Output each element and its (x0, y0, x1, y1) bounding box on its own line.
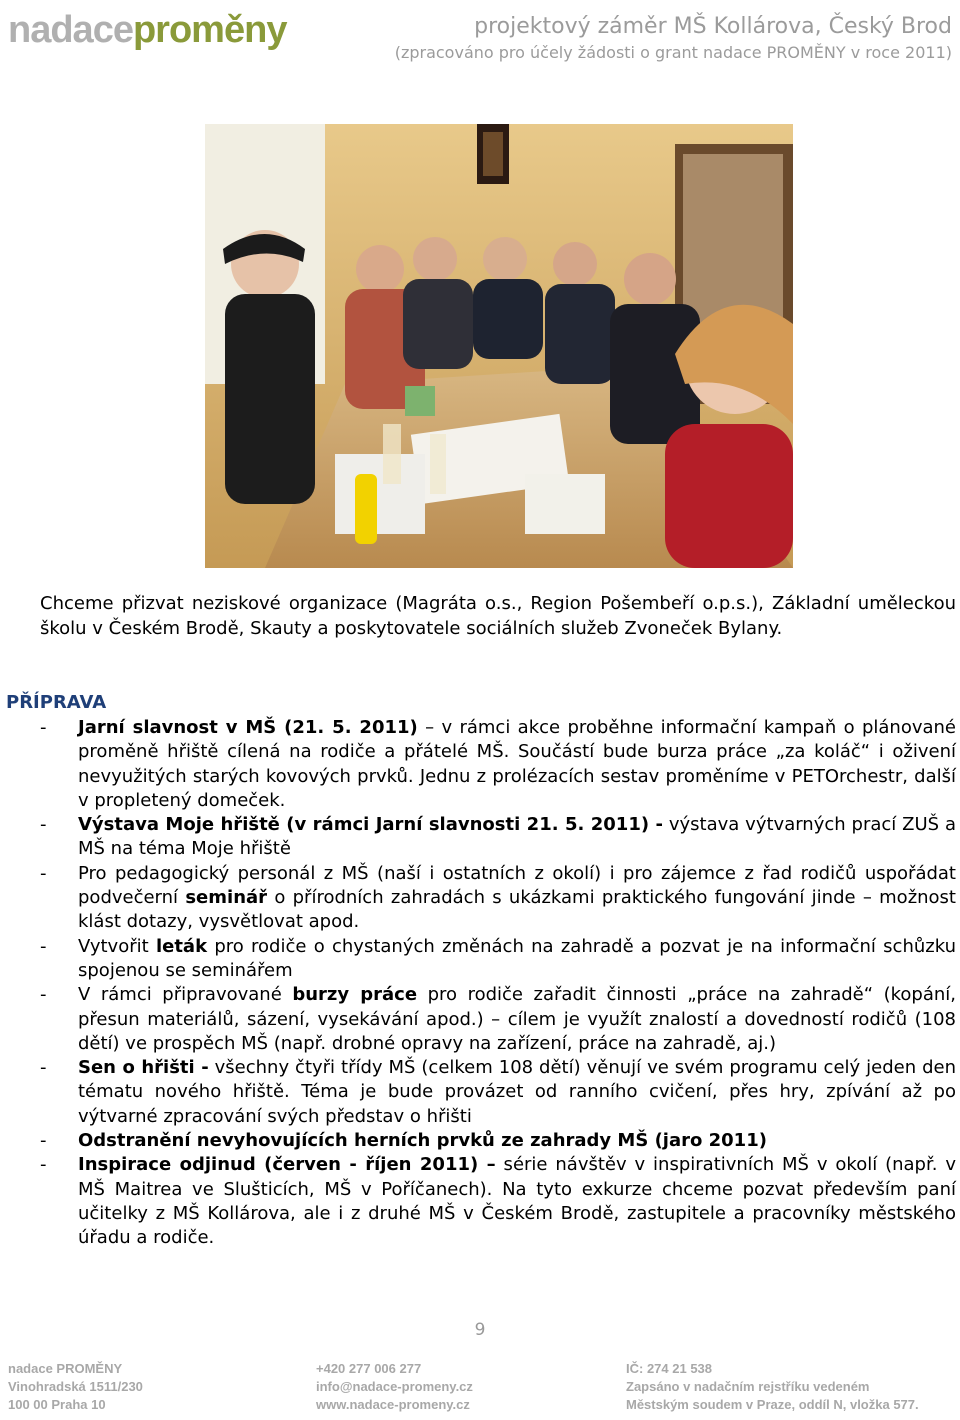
item-text: všechny čtyři třídy MŠ (celkem 108 dětí) věnují ve svém programu celý jeden den tématu nového hřiště. Téma je bude provázet od ranního cvičení, přes hry, zpívání až po výtvarné zpracování svých představ o hřišti (78, 1057, 956, 1127)
page-number: 9 (474, 1320, 486, 1340)
list-dash: - (40, 862, 47, 884)
item-text: pro rodiče zařadit činnosti „práce na zahradě“ (kopání, přesun materiálů, sázení, vysekávání apod.) – cílem je využít znalostí a dovedností rodičů (108 dětí) ve prospěch MŠ (např. drobné opravy na zařízení, práce na zahradě, aj.) (78, 984, 957, 1054)
footer-line: nadace PROMĚNY (8, 1361, 123, 1376)
item-text: pro rodiče o chystaných změnách na zahradě a pozvat je na informační schůzku spojenou se seminářem (78, 935, 956, 981)
intro-paragraph: Chceme přizvat neziskové organizace (Magráta o.s., Region Pošembeří o.p.s.), Základní uměleckou školu v Českém Brodě, Skauty a poskytovatele sociálních služeb Zvoneček Bylany. (40, 593, 956, 639)
item-text: V rámci připravované (78, 984, 293, 1006)
document-subtitle: (zpracováno pro účely žádosti o grant nadace PROMĚNY v roce 2011) (394, 43, 952, 62)
footer-line: Vinohradská 1511/230 (8, 1379, 143, 1394)
item-bold: Sen o hřišti - (78, 1057, 209, 1079)
item-bold: Odstranění nevyhovujících herních prvků ze zahrady MŠ (jaro 2011) (78, 1130, 767, 1152)
logo (8, 8, 286, 52)
footer-address (8, 1360, 143, 1414)
list-item (40, 1129, 956, 1153)
document-title: projektový záměr MŠ Kollárova, Český Brod (474, 14, 952, 39)
list-item (40, 983, 956, 1056)
meeting-photo (205, 124, 793, 568)
list-dash: - (40, 1130, 47, 1152)
item-bold: Výstava Moje hřiště (v rámci Jarní slavnosti 21. 5. 2011) - (78, 814, 663, 836)
item-text: – v rámci akce proběhne informační kampaň o plánované proměně hřiště cílená na rodiče a přátelé MŠ. Součástí bude burza práce „za koláč“ i oživení nevyužitých starých kovových prvků. Jednu z prolézacích sestav proměníme v PETOrchestr, další v propletený domeček. (78, 717, 957, 811)
footer-website: www.nadace-promeny.cz (316, 1397, 470, 1412)
footer-registry (626, 1360, 919, 1414)
list-item (40, 813, 956, 862)
preparation-list (40, 716, 956, 1251)
list-dash: - (40, 984, 47, 1006)
logo-part2: proměny (132, 9, 287, 51)
list-dash: - (40, 935, 47, 957)
item-bold: Inspirace odjinud (červen - říjen 2011) – (78, 1154, 496, 1176)
footer-line: Městským soudem v Praze, oddíl N, vložka 577. (626, 1397, 919, 1412)
item-text: Pro pedagogický personál z MŠ (naší i ostatních z okolí) i pro zájemce z řad rodičů uspořádat podvečerní (78, 862, 956, 909)
item-bold: burzy práce (292, 984, 418, 1006)
footer-contact (316, 1360, 473, 1414)
list-item (40, 1153, 956, 1250)
item-bold: leták (155, 935, 208, 957)
footer-line: IČ: 274 21 538 (626, 1361, 713, 1376)
item-text: série návštěv v inspirativních MŠ v okolí (např. v MŠ Maitrea ve Slušticích, MŠ v Poříčanech). Na tyto exkurze chceme pozvat především paní učitelky z MŠ Kollárova, ale i z druhé MŠ v Českém Brodě, zastupitele a pracovníky městského úřadu a rodiče. (78, 1154, 956, 1249)
item-text: výstava výtvarných prací ZUŠ a MŠ na téma Moje hřiště (78, 814, 957, 860)
item-text: o přírodních zahradách s ukázkami praktického fungování jinde – možnost klást dotazy, vysvětlovat apod. (78, 887, 956, 933)
list-dash: - (40, 717, 47, 738)
item-text: Vytvořit (78, 935, 156, 957)
list-item (40, 935, 956, 984)
item-bold: seminář (185, 887, 268, 909)
list-item (40, 862, 956, 935)
footer-email: info@nadace-promeny.cz (316, 1379, 473, 1394)
item-bold: Jarní slavnost v MŠ (21. 5. 2011) (78, 717, 418, 738)
header-title-block (395, 12, 952, 64)
footer-line: Zapsáno v nadačním rejstříku vedeném (626, 1379, 870, 1394)
list-item (40, 716, 956, 813)
logo-part1: nadace (8, 9, 133, 51)
footer-line: 100 00 Praha 10 (8, 1397, 106, 1412)
intro-block (40, 592, 956, 641)
list-dash: - (40, 1057, 47, 1079)
list-dash: - (40, 1154, 47, 1176)
list-item (40, 1056, 956, 1129)
footer-phone: +420 277 006 277 (316, 1361, 422, 1376)
section-title: PŘÍPRAVA (6, 692, 107, 713)
footer (0, 1360, 960, 1420)
list-dash: - (40, 814, 47, 836)
